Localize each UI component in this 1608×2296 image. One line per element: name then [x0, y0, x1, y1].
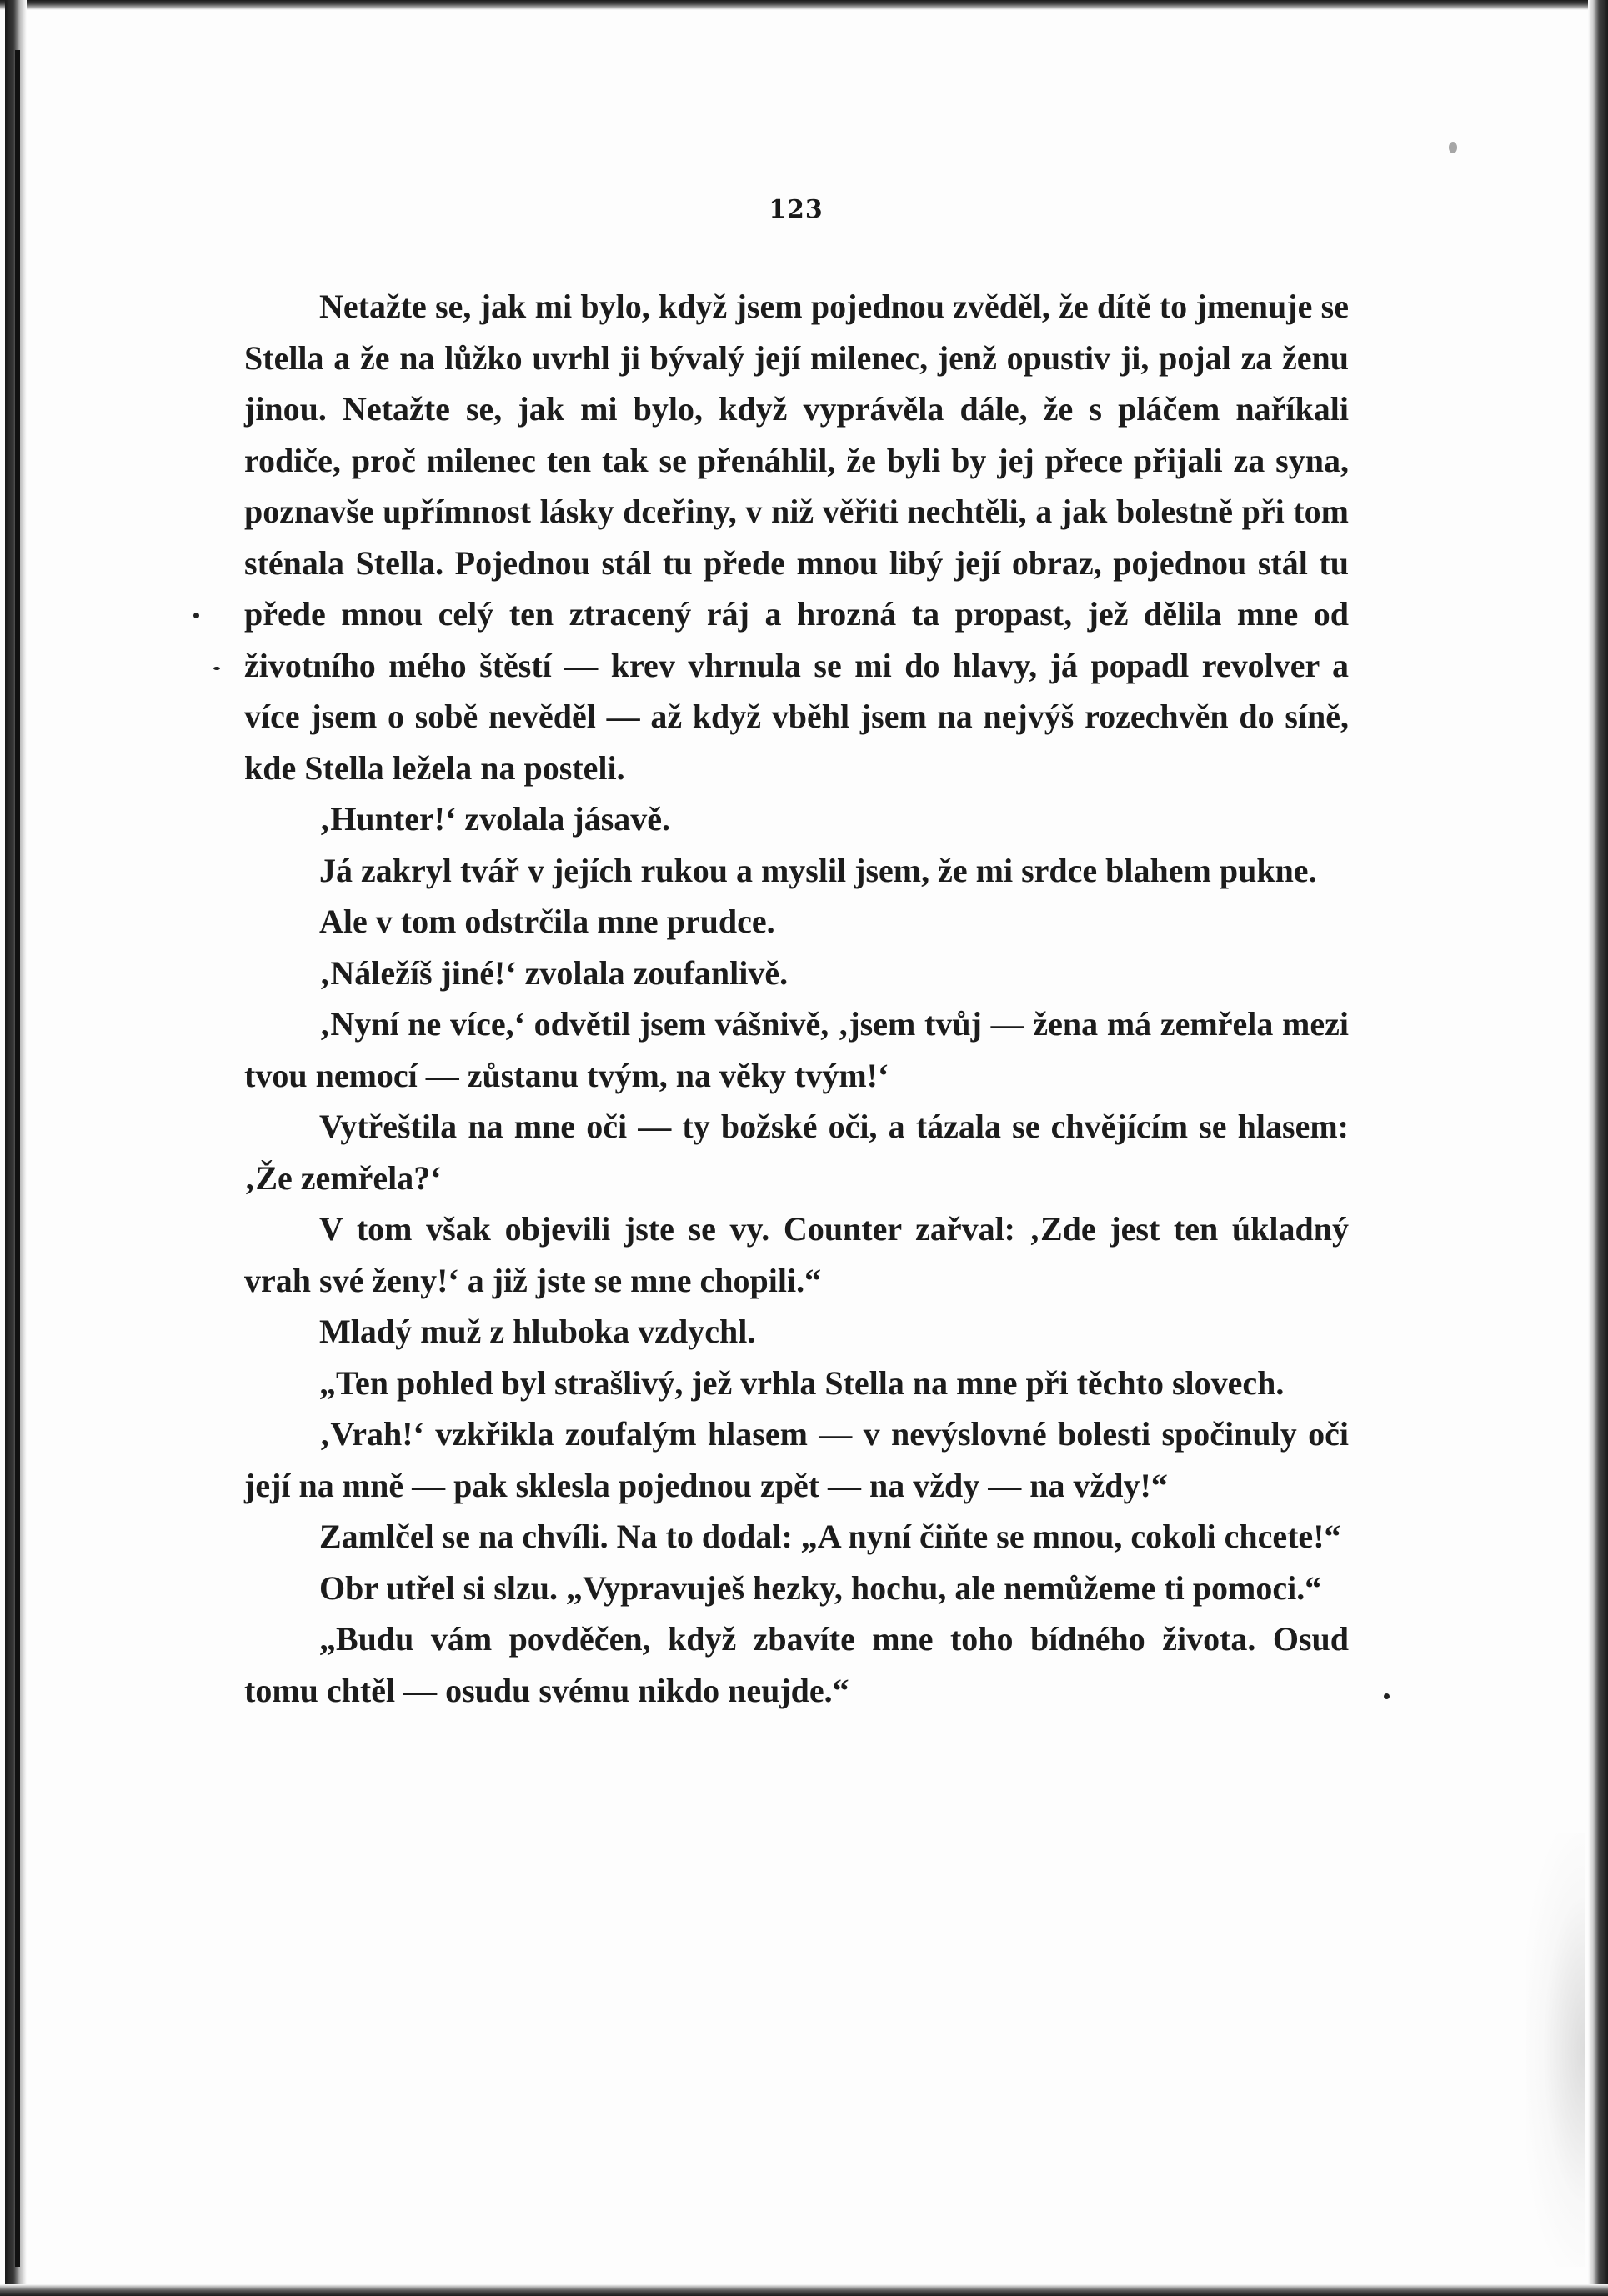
paragraph: Ale v tom odstrčila mne prudce.: [319, 903, 775, 940]
paragraph: Vytřeštila na mne oči — ty božské oči, a tázala se chvějícím se hlasem: ‚Že zemřela?‘: [244, 1108, 1349, 1197]
paragraph: ‚Vrah!‘ vzkřikla zoufalým hlasem — v nevýslovné bolesti spočinuly oči její na mně — pak sklesla pojednou zpět — na vždy — na vždy!“: [244, 1415, 1349, 1504]
scan-border-bottom: [0, 2284, 1608, 2296]
scan-border-top: [0, 0, 1608, 10]
paragraph: „Ten pohled byl strašlivý, jež vrhla Stella na mne při těchto slovech.: [319, 1363, 1285, 1402]
paragraph: Netažte se, jak mi bylo, když jsem pojednou zvěděl, že dítě to jmenuje se Stella a že na lůžko uvrhl ji bývalý její milenec, jenž opustiv ji, pojal za ženu jinou. Netažte se, jak mi bylo, když vyprávěla dále, že s pláčem naříkali rodiče, proč milenec ten tak se přenáhlil, že byli by jej přece přijali za syna, poznavše upřímnost lásky dceřiny, v niž věřiti nechtěli, a jak bolestně při tom sténala Stella. Pojednou stál tu přede mnou libý její obraz, pojednou stál tu přede mnou celý ten ztracený ráj a hrozná ta propast, jež dělila mne od životního mého štěstí — krev vhrnula se mi do hlavy, já popadl revolver a více jsem o sobě nevěděl — až když vběhl jsem na nejvýš rozechvěn do síně, kde Stella ležela na posteli.: [244, 288, 1349, 787]
scan-binding-edge: [15, 50, 20, 2267]
paragraph: Zamlčel se na chvíli. Na to dodal: „A nyní čiňte se mnou, cokoli chcete!“: [319, 1518, 1341, 1555]
paragraph: Mladý muž z hluboka vzdychl.: [319, 1313, 756, 1350]
paragraph: Já zakryl tvář v jejích rukou a myslil jsem, že mi srdce blahem pukne.: [319, 851, 1317, 889]
paragraph: ‚Hunter!‘ zvolala jásavě.: [319, 800, 671, 838]
paragraph: ‚Nyní ne více,‘ odvětil jsem vášnivě, ‚jsem tvůj — žena má zemřela mezi tvou nemocí — zůstanu tvým, na věky tvým!‘: [244, 1005, 1349, 1094]
ink-speck: [193, 613, 199, 618]
ink-speck: [1384, 1693, 1390, 1699]
page-number: 123: [769, 195, 824, 224]
ink-speck: [1449, 142, 1457, 153]
scan-border-right: [1588, 0, 1608, 2296]
ink-speck: [213, 667, 220, 670]
paragraph: „Budu vám povděčen, když zbavíte mne toho bídného života. Osud tomu chtěl — osudu svému nikdo neujde.“: [244, 1620, 1349, 1709]
paragraph: Obr utřel si slzu. „Vypravuješ hezky, hochu, ale nemůžeme ti pomoci.“: [319, 1568, 1322, 1607]
page-stain: [1526, 1833, 1585, 2267]
paragraph: ‚Náležíš jiné!‘ zvolala zoufanlivě.: [319, 953, 789, 992]
paragraph: V tom však objevili jste se vy. Counter zařval: ‚Zde jest ten úkladný vrah své ženy!‘ a již jste se mne chopili.“: [244, 1210, 1349, 1299]
body-text: [244, 281, 1349, 1716]
